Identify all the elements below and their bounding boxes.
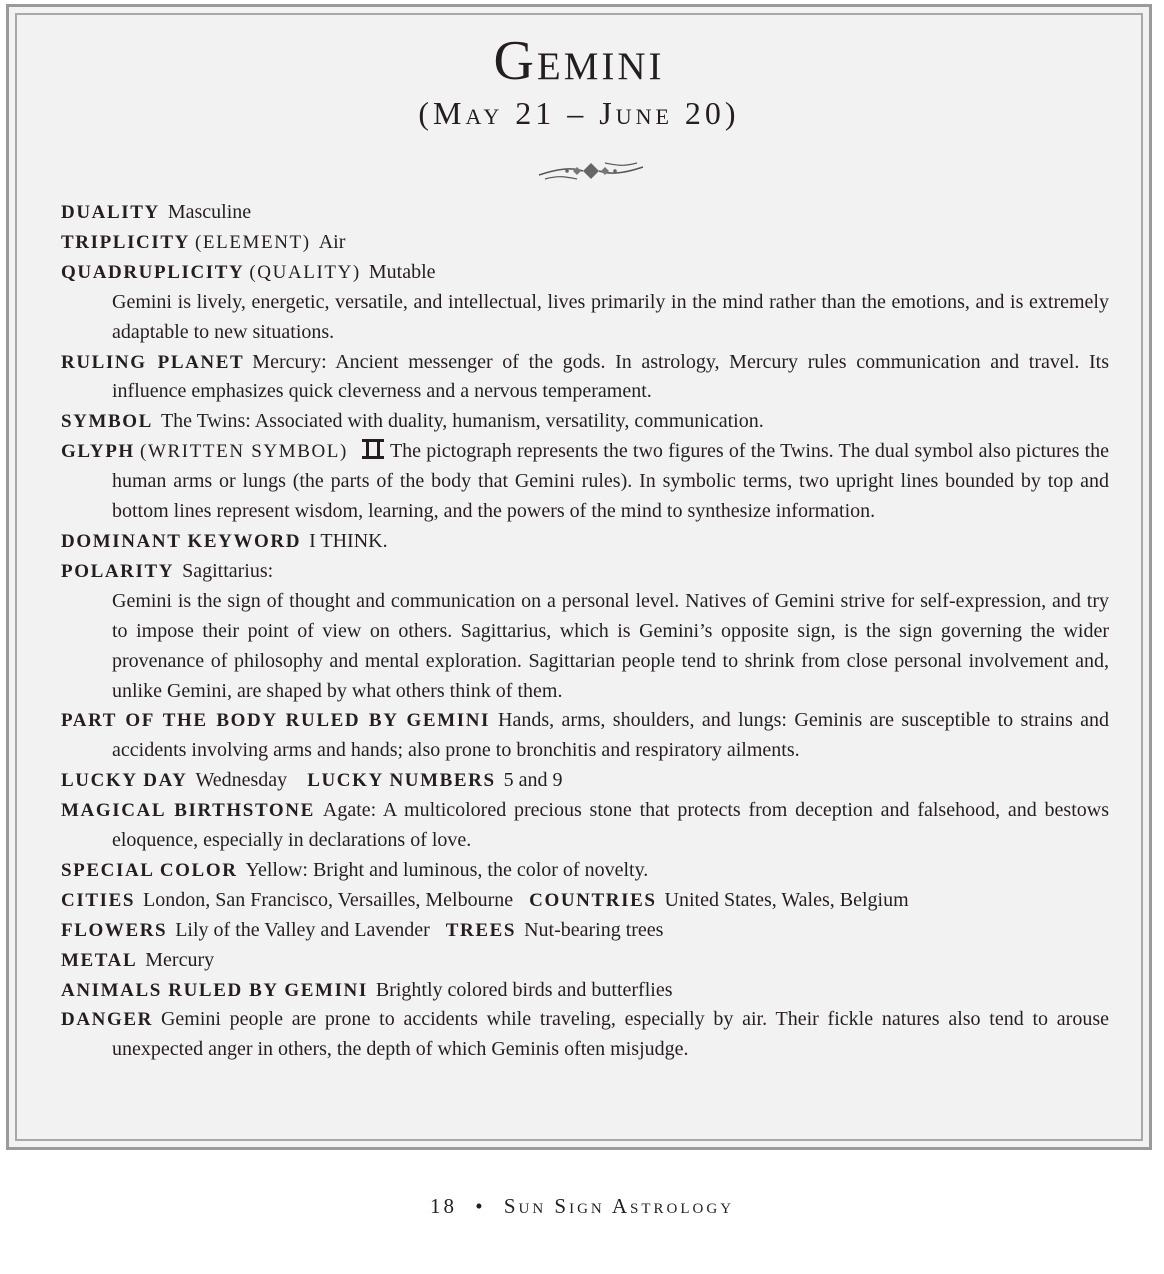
- entry-animals: [61, 976, 1109, 1006]
- quadruplicity-label: QUADRUPLICITY: [61, 261, 245, 283]
- dominant-keyword-label: DOMINANT KEYWORD: [61, 530, 302, 552]
- danger-value: Gemini people are prone to accidents while traveling, especially by air. Their fickle natures also tend to arouse unexpected anger in others, the depth of which Geminis often misjudge.: [112, 1008, 1109, 1061]
- page-number: 18: [429, 1194, 457, 1218]
- flowers-label: FLOWERS: [61, 919, 168, 941]
- page-title: Gemini: [493, 30, 665, 92]
- animals-value: Brightly colored birds and butterflies: [375, 978, 673, 1001]
- decorative-flourish-icon: [537, 157, 645, 185]
- glyph-paren: (WRITTEN SYMBOL): [140, 441, 348, 463]
- entry-duality: [61, 198, 1109, 228]
- quadruplicity-description: Gemini is lively, energetic, versatile, and intellectual, lives primarily in the mind rather than the emotions, and is extremely adaptable to new situations.: [112, 290, 1109, 343]
- footer-separator: •: [475, 1194, 486, 1218]
- entry-danger: [61, 1005, 1109, 1065]
- book-title: Sun Sign Astrology: [503, 1194, 735, 1218]
- countries-label: COUNTRIES: [529, 889, 657, 911]
- ruling-planet-label: RULING PLANET: [61, 351, 245, 373]
- countries-value: United States, Wales, Belgium: [664, 888, 909, 911]
- entry-birthstone: [61, 796, 1109, 856]
- animals-label: ANIMALS RULED BY GEMINI: [61, 979, 368, 1001]
- trees-value: Nut-bearing trees: [524, 918, 664, 941]
- entry-places: [61, 886, 1109, 916]
- cities-value: London, San Francisco, Versailles, Melbourne: [143, 888, 514, 911]
- entry-triplicity: [61, 228, 1109, 258]
- symbol-label: SYMBOL: [61, 411, 153, 433]
- duality-label: DUALITY: [61, 202, 160, 223]
- page-frame: [6, 4, 1152, 1150]
- polarity-description: Gemini is the sign of thought and communication on a personal level. Natives of Gemini strive for self-expression, and try to impose their point of view on others. Sagittarius, which is Gemini’s opposite sign, is the sign governing the wider provenance of philosophy and mental exploration. Sagittarian people tend to shrink from close personal involvement and, unlike Gemini, are shaped by what others think of them.: [112, 589, 1109, 702]
- lucky-day-label: LUCKY DAY: [61, 770, 188, 792]
- glyph-value: The pictograph represents the two figures of the Twins. The dual symbol also pictures the human arms or lungs (the parts of the body that Gemini rules). In symbolic terms, two upright lines bounded by top and bottom lines represent wisdom, learning, and the powers of the mind to synthesize information.: [112, 440, 1109, 523]
- entry-special-color: [61, 856, 1109, 886]
- entry-flora: [61, 916, 1109, 946]
- trees-label: TREES: [445, 919, 517, 941]
- special-color-label: SPECIAL COLOR: [61, 859, 238, 881]
- flowers-value: Lily of the Valley and Lavender: [175, 918, 430, 941]
- glyph-label: GLYPH: [61, 441, 135, 463]
- metal-value: Mercury: [145, 948, 215, 971]
- body-part-label: PART OF THE BODY RULED BY GEMINI: [61, 710, 491, 732]
- cities-label: CITIES: [61, 889, 136, 911]
- entry-lucky: [61, 766, 1109, 796]
- entry-body-part: [61, 706, 1109, 766]
- danger-label: DANGER: [61, 1009, 153, 1031]
- lucky-numbers-value: 5 and 9: [503, 769, 563, 792]
- quadruplicity-paren: (QUALITY): [249, 261, 361, 283]
- lucky-numbers-label: LUCKY NUMBERS: [307, 770, 496, 792]
- duality-value: Masculine: [167, 201, 252, 223]
- quadruplicity-value: Mutable: [368, 260, 436, 283]
- triplicity-label: TRIPLICITY: [61, 231, 190, 253]
- lucky-day-value: Wednesday: [195, 769, 288, 792]
- metal-label: METAL: [61, 949, 138, 971]
- ruling-planet-value: Mercury: Ancient messenger of the gods. In astrology, Mercury rules communication and travel. Its influence emphasizes quick cleverness and a nervous temperament.: [112, 350, 1109, 403]
- polarity-value: Sagittarius:: [182, 559, 274, 582]
- entry-ruling-planet: [61, 348, 1109, 408]
- entry-polarity: [61, 557, 1109, 587]
- entry-glyph: [61, 437, 1109, 527]
- polarity-label: POLARITY: [61, 560, 175, 582]
- entry-dominant-keyword: [61, 527, 1109, 557]
- symbol-value: The Twins: Associated with duality, humanism, versatility, communication.: [160, 410, 764, 433]
- entry-quadruplicity: [61, 258, 1109, 288]
- body-part-value: Hands, arms, shoulders, and lungs: Geminis are susceptible to strains and accidents involving arms and hands; also prone to bronchitis and respiratory ailments.: [112, 709, 1109, 762]
- gemini-glyph-icon: [362, 439, 384, 459]
- date-range: (May 21 – June 20): [418, 95, 740, 131]
- special-color-value: Yellow: Bright and luminous, the color of novelty.: [245, 858, 649, 881]
- page-footer: [0, 1194, 1164, 1219]
- birthstone-value: Agate: A multicolored precious stone that protects from deception and falsehood, and bestows eloquence, especially in declarations of love.: [112, 799, 1109, 852]
- entry-symbol: [61, 407, 1109, 437]
- dominant-keyword-value: I THINK.: [309, 529, 388, 552]
- entry-metal: [61, 946, 1109, 976]
- triplicity-paren: (ELEMENT): [194, 231, 311, 253]
- triplicity-value: Air: [318, 230, 346, 253]
- sign-attributes: [61, 198, 1109, 1065]
- birthstone-label: MAGICAL BIRTHSTONE: [61, 800, 315, 822]
